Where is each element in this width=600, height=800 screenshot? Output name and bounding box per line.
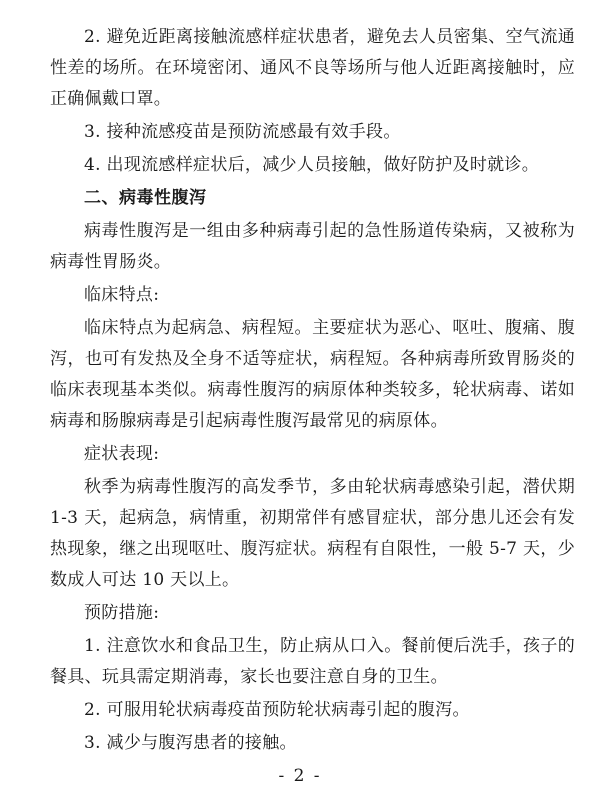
paragraph-prevention-contact: 3. 减少与腹泻患者的接触。 <box>84 733 297 753</box>
paragraph-prevention-hygiene: 1. 注意饮水和食品卫生，防止病从口入。餐前便后洗手，孩子的餐具、玩具需定期消毒，家长也要注意自身的卫生。 <box>50 636 575 687</box>
paragraph-definition: 病毒性腹泻是一组由多种病毒引起的急性肠道传染病，又被称为病毒性胃肠炎。 <box>50 221 575 272</box>
paragraph-vaccination: 3. 接种流感疫苗是预防流感最有效手段。 <box>84 122 401 142</box>
paragraph-symptoms: 秋季为病毒性腹泻的高发季节，多由轮状病毒感染引起，潜伏期 1-3 天，起病急，病情重，初期常伴有感冒症状，部分患儿还会有发热现象，继之出现呕吐、腹泻症状。病程有自限性，一般 5-7 天，少数成人可达 10 天以上。 <box>50 477 575 590</box>
paragraph-prevention-vaccine: 2. 可服用轮状病毒疫苗预防轮状病毒引起的腹泻。 <box>84 700 470 720</box>
section-heading-viral-diarrhea: 二、病毒性腹泻 <box>84 188 207 208</box>
paragraph-avoid-contact: 2. 避免近距离接触流感样症状患者，避免去人员密集、空气流通性差的场所。在环境密闭、通风不良等场所与他人近距离接触时，应正确佩戴口罩。 <box>50 27 575 109</box>
subheading-symptoms: 症状表现: <box>84 444 160 464</box>
subheading-clinical-features: 临床特点: <box>84 285 160 305</box>
page-number: - 2 - <box>278 766 322 786</box>
subheading-prevention: 预防措施: <box>84 603 160 623</box>
paragraph-seek-care: 4. 出现流感样症状后，减少人员接触，做好防护及时就诊。 <box>84 155 540 175</box>
paragraph-clinical-features: 临床特点为起病急、病程短。主要症状为恶心、呕吐、腹痛、腹泻，也可有发热及全身不适等症状，病程短。各种病毒所致胃肠炎的临床表现基本类似。病毒性腹泻的病原体种类较多，轮状病毒、诺如病毒和肠腺病毒是引起病毒性腹泻最常见的病原体。 <box>50 318 575 431</box>
document-body <box>50 22 575 761</box>
